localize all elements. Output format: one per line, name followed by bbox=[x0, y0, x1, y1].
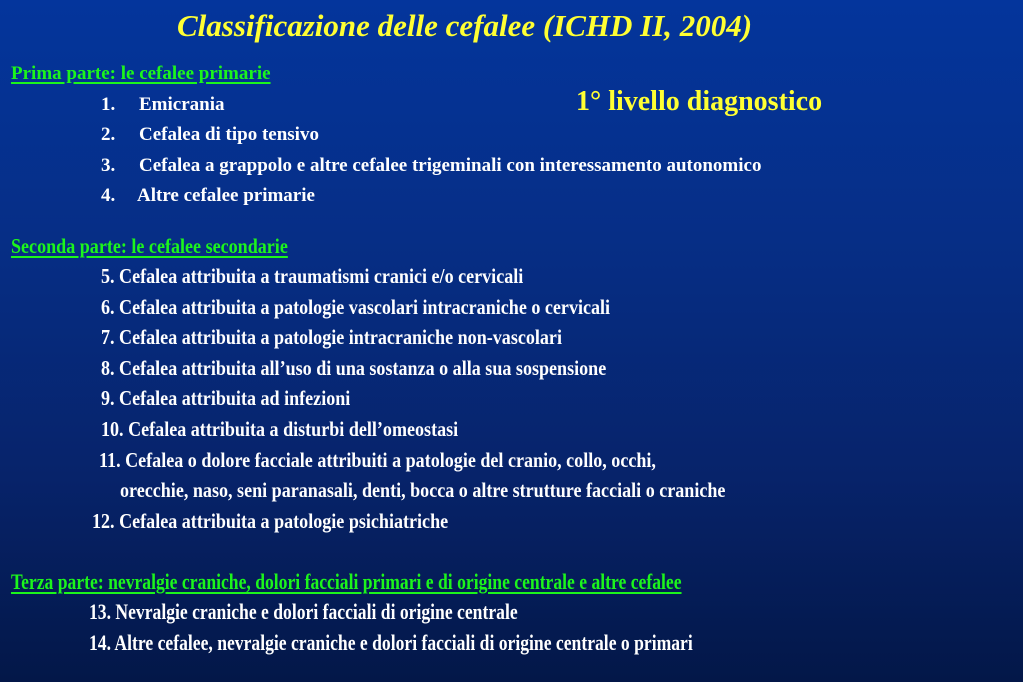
list-item bbox=[101, 94, 225, 116]
list-item bbox=[101, 124, 319, 146]
item-number: 2. bbox=[101, 124, 116, 145]
item-text: Cefalea a grappolo e altre cefalee trigeminali con interessamento autonomico bbox=[139, 155, 762, 176]
list-item: 6. Cefalea attribuita a patologie vascolari intracraniche o cervicali bbox=[101, 295, 611, 319]
item-number: 1. bbox=[101, 94, 116, 115]
section-heading-tertiary: Terza parte: nevralgie craniche, dolori facciali primari e di origine centrale e altre cefalee bbox=[11, 569, 682, 594]
list-item: 5. Cefalea attribuita a traumatismi cranici e/o cervicali bbox=[101, 264, 524, 288]
section-heading-secondary: Seconda parte: le cefalee secondarie bbox=[11, 234, 288, 258]
item-number: 4. bbox=[101, 185, 116, 206]
list-item bbox=[101, 185, 315, 207]
item-text: Cefalea di tipo tensivo bbox=[139, 124, 319, 145]
list-item: 12. Cefalea attribuita a patologie psichiatriche bbox=[92, 509, 449, 533]
list-item: 9. Cefalea attribuita ad infezioni bbox=[101, 386, 351, 410]
list-item: 7. Cefalea attribuita a patologie intracraniche non-vascolari bbox=[101, 325, 562, 349]
list-item-continuation: orecchie, naso, seni paranasali, denti, bocca o altre strutture facciali o craniche bbox=[120, 478, 726, 502]
list-item: 14. Altre cefalee, nevralgie craniche e dolori facciali di origine centrale o primari bbox=[89, 630, 693, 655]
list-item: 10. Cefalea attribuita a disturbi dell’omeostasi bbox=[101, 417, 459, 441]
item-number: 3. bbox=[101, 155, 116, 176]
section-heading-primary: Prima parte: le cefalee primarie bbox=[11, 63, 271, 84]
item-text: Altre cefalee primarie bbox=[137, 185, 315, 206]
list-item bbox=[101, 155, 761, 177]
diagnostic-level-label: 1° livello diagnostico bbox=[576, 86, 823, 117]
item-text: Emicrania bbox=[139, 94, 225, 115]
slide-title: Classificazione delle cefalee (ICHD II, 2004) bbox=[177, 8, 753, 43]
list-item: 11. Cefalea o dolore facciale attribuiti a patologie del cranio, collo, occhi, bbox=[99, 448, 656, 472]
list-item: 13. Nevralgie craniche e dolori facciali di origine centrale bbox=[89, 599, 518, 624]
list-item: 8. Cefalea attribuita all’uso di una sostanza o alla sua sospensione bbox=[101, 356, 607, 380]
